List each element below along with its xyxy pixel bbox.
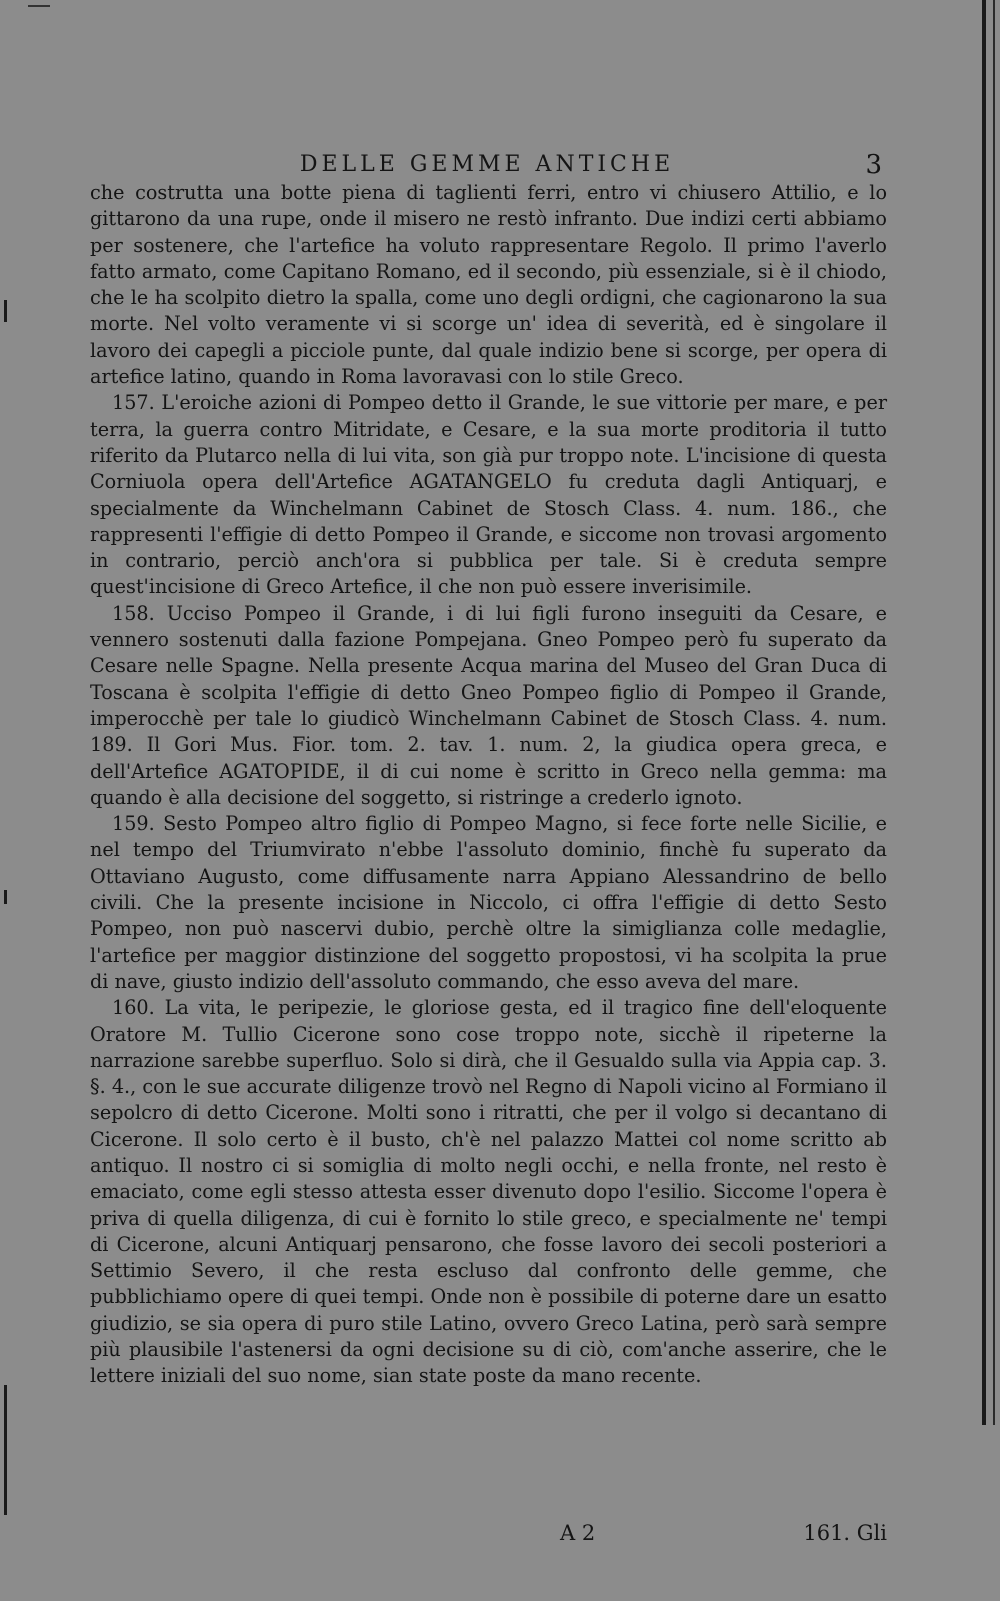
paragraph-160: 160. La vita, le peripezie, le gloriose gesta, ed il tragico fine dell'eloquente Oratore M. Tullio Cicerone sono cose troppo note, sicchè il ripeterne la narrazione sarebbe superfluo. Solo si dirà, che il Gesualdo sulla via Appia cap. 3. §. 4., con le sue accurate diligenze trovò nel Regno di Napoli vicino al Formiano il sepolcro di detto Cicerone. Molti sono i ritratti, che per il volgo si decantano di Cicerone. Il solo certo è il busto, ch'è nel palazzo Mattei col nome scritto ab antiquo. Il nostro ci si somiglia di molto negli occhi, e nella fronte, nel resto è emaciato, come egli stesso attesta esser divenuto dopo l'esilio. Siccome l'opera è priva di quella diligenza, di cui è fornito lo stile greco, e specialmente ne' tempi di Cicerone, alcuni Antiquarj pensarono, che fosse lavoro dei secoli posteriori a Settimio Severo, il che resta escluso dal confronto delle gemme, che pubblichiamo opere di quei tempi. Onde non è possibile di poterne dare un esatto giudizio, se sia opera di puro stile Latino, ovvero Greco Latina, però sarà sempre più plausibile l'astenersi da ogni decisione su di ciò, com'anche asserire, che le lettere iniziali del suo nome, sian state poste da mano recente. xyxy=(90,996,887,1388)
catchword: 161. Gli xyxy=(803,1521,887,1545)
scan-edge xyxy=(982,0,986,1425)
scan-mark xyxy=(4,890,7,904)
scan-mark xyxy=(4,300,7,322)
scan-edge xyxy=(993,0,995,1425)
paragraph-continuation: che costrutta una botte piena di taglienti ferri, entro vi chiusero Attilio, e lo gittarono da una rupe, onde il misero ne restò infranto. Due indizi certi abbiamo per sostenere, che l'artefice ha voluto rappresentare Regolo. Il primo l'averlo fatto armato, come Capitano Romano, ed il secondo, più essenziale, si è il chiodo, che le ha scolpito dietro la spalla, come uno degli ordigni, che cagionarono la sua morte. Nel volto veramente vi si scorge un' idea di severità, ed è singolare il lavoro dei capegli a picciole punte, dal quale indizio bene si scorge, per opera di artefice latino, quando in Roma lavoravasi con lo stile Greco. xyxy=(90,181,887,389)
running-header xyxy=(92,152,882,182)
page-number: 3 xyxy=(865,150,882,180)
scan-mark xyxy=(28,5,50,7)
paragraph-158: 158. Ucciso Pompeo il Grande, i di lui figli furono inseguiti da Cesare, e vennero sostenuti dalla fazione Pompejana. Gneo Pompeo però fu superato da Cesare nelle Spagne. Nella presente Acqua marina del Museo del Gran Duca di Toscana è scolpita l'effigie di detto Gneo Pompeo figlio di Pompeo il Grande, imperocchè per tale lo giudicò Winchelmann Cabinet de Stosch Class. 4. num. 189. Il Gori Mus. Fior. tom. 2. tav. 1. num. 2, la giudica opera greca, e dell'Artefice AGATOPIDE, il di cui nome è scritto in Greco nella gemma: ma quando è alla decisione del soggetto, si ristringe a crederlo ignoto. xyxy=(90,601,887,809)
signature-mark: A 2 xyxy=(560,1521,596,1545)
paragraph-159: 159. Sesto Pompeo altro figlio di Pompeo Magno, si fece forte nelle Sicilie, e nel tempo del Triumvirato n'ebbe l'assoluto dominio, finchè fu superato da Ottaviano Augusto, come diffusamente narra Appiano Alessandrino de bello civili. Che la presente incisione in Niccolo, ci offra l'effigie di detto Sesto Pompeo, non può nascervi dubio, perchè oltre la simiglianza colle medaglie, l'artefice per maggior distinzione del soggetto propostosi, vi ha scolpita la prue di nave, giusto indizio dell'assoluto commando, che esso aveva del mare. xyxy=(90,812,887,993)
paragraph-157: 157. L'eroiche azioni di Pompeo detto il Grande, le sue vittorie per mare, e per terra, la guerra contro Mitridate, e Cesare, e la sua morte proditoria il tutto riferito da Plutarco nella di lui vita, son già pur troppo note. L'incisione di questa Corniuola opera dell'Artefice AGATANGELO fu creduta dagli Antiquarj, e specialmente da Winchelmann Cabinet de Stosch Class. 4. num. 186., che rappresenti l'effigie di detto Pompeo il Grande, e siccome non trovasi argomento in contrario, perciò anch'ora si pubblica per tale. Si è creduta sempre quest'incisione di Greco Artefice, il che non può essere inverisimile. xyxy=(90,391,887,599)
page-footer xyxy=(90,1521,887,1551)
running-title: DELLE GEMME ANTICHE xyxy=(299,152,675,177)
scan-mark xyxy=(4,1385,7,1515)
page-body xyxy=(90,180,887,1390)
